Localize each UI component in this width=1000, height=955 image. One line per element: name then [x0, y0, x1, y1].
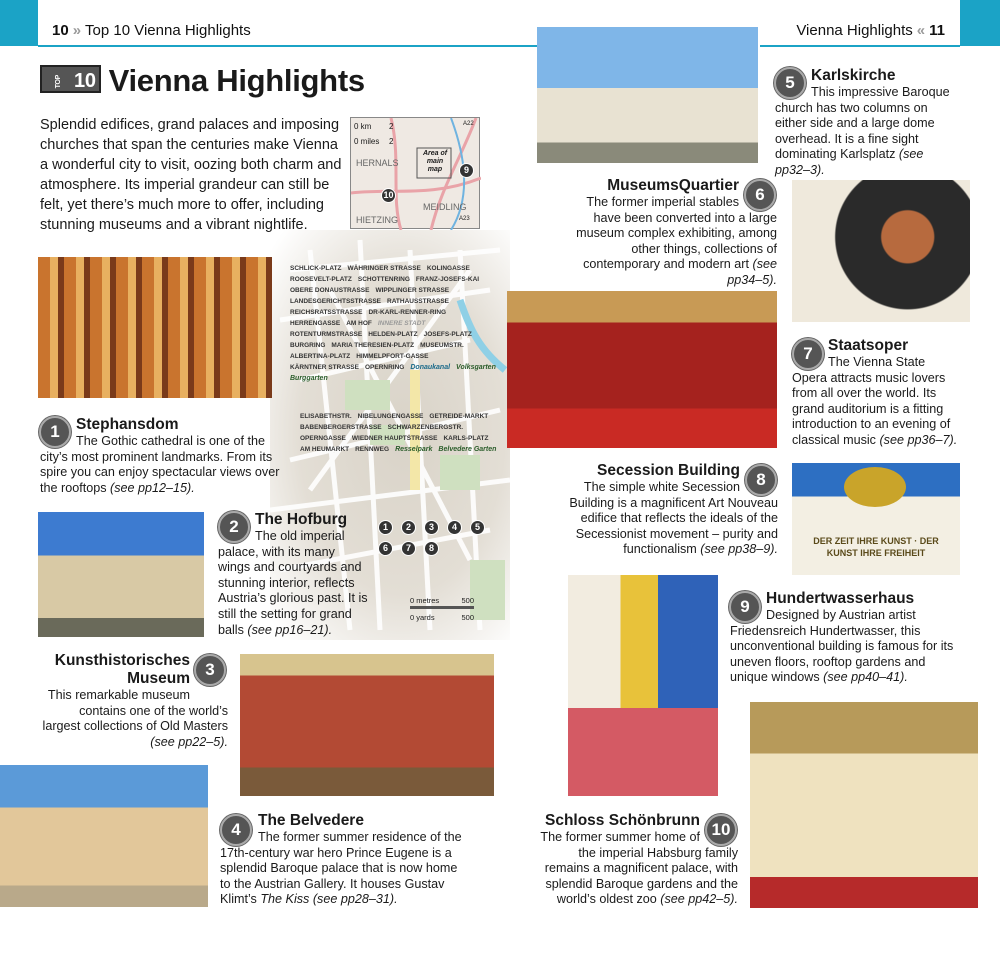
map-marker[interactable]: 8 — [424, 541, 439, 556]
inscription: DER ZEIT IHRE KUNST · DER KUNST IHRE FREIHEIT — [813, 536, 939, 558]
map-label: FRANZ-JOSEFS-KAI — [415, 276, 480, 283]
number-badge: 7 — [792, 338, 824, 370]
map-label-park: Resselpark — [395, 446, 433, 453]
header-rule-right — [760, 45, 960, 47]
highlight-hundertwasserhaus: Hundertwasserhaus Designed by Austrian artist Friedensreich Hundertwasser, this unconventional building is famous for its uneven floors, rooftop gardens and unique windows (see pp40–41). — [730, 590, 962, 686]
map-label: REICHSRATSSTRASSE — [290, 309, 363, 316]
map-label: MUSEUMSTR. — [420, 342, 464, 349]
map-label-park: Belvedere Garten — [438, 446, 497, 453]
scale-yards: 0 yards — [410, 613, 435, 622]
scale-km: 0 km — [354, 122, 372, 131]
number-badge: 4 — [220, 814, 252, 846]
map-marker[interactable]: 5 — [470, 520, 485, 535]
road-label: A22 — [463, 121, 474, 127]
map-marker[interactable]: 6 — [378, 541, 393, 556]
map-label: HELDEN-PLATZ — [368, 331, 418, 338]
highlight-title: Staatsoper — [828, 337, 909, 354]
chevron-right-icon: » — [72, 22, 82, 39]
highlight-staatsoper: Staatsoper The Vienna State Opera attracts music lovers from all over the world. Its grand auditorium is a fitting introduction to an evening of classical music (see pp36–7). — [792, 337, 962, 449]
map-markers — [378, 520, 503, 580]
photo-karlskirche — [537, 27, 758, 163]
map-label-park: Burggarten — [290, 375, 328, 382]
number-badge: 9 — [729, 591, 761, 623]
map-label: SCHLICK-PLATZ — [290, 265, 342, 272]
district-label: MEIDLING — [423, 202, 467, 212]
photo-staatsoper — [507, 291, 777, 448]
map-label: AM HEUMARKT — [300, 446, 350, 453]
photo-schiele-self-portrait — [792, 180, 970, 322]
photo-kunsthistorisches-museum — [240, 654, 494, 796]
highlight-title: Secession Building — [597, 462, 740, 479]
number-badge: 6 — [744, 179, 776, 211]
number-badge: 1 — [39, 416, 71, 448]
highlight-title: Stephansdom — [76, 416, 179, 433]
road-label: A23 — [459, 216, 470, 222]
map-label: KÄRNTNER STRASSE — [290, 364, 359, 371]
top10-logo: TOP 10 — [40, 65, 101, 93]
highlight-schloss-schonbrunn: Schloss Schönbrunn The former summer home of the imperial Habsburg family remains a magnificent palace, with splendid Baroque gardens and the world’s oldest zoo (see pp42–5). — [538, 812, 738, 908]
photo-hundertwasserhaus — [568, 575, 718, 796]
map-marker[interactable]: 4 — [447, 520, 462, 535]
highlight-stephansdom: Stephansdom The Gothic cathedral is one of the city’s most prominent landmarks. From its spire you can enjoy spectacular views over the rooftops (see pp12–15). — [40, 416, 290, 496]
map-label: LANDESGERICHTSSTRASSE — [290, 298, 382, 305]
scale-miles: 0 miles — [354, 137, 380, 146]
highlight-title: Kunsthistorisches Museum — [54, 652, 190, 687]
map-label: WIPPLINGER STRASSE — [375, 287, 450, 294]
number-badge: 5 — [774, 67, 806, 99]
map-label: WÄHRINGER STRASSE — [347, 265, 421, 272]
inset-map — [350, 117, 480, 229]
number-badge: 3 — [194, 654, 226, 686]
map-label: SCHOTTENRING — [357, 276, 410, 283]
map-label: OPERNRING — [364, 364, 405, 371]
map-label-park: Volksgarten — [456, 364, 496, 371]
map-marker[interactable]: 1 — [378, 520, 393, 535]
map-marker[interactable]: 10 — [381, 188, 396, 203]
map-label: HIMMELPFORT-GASSE — [356, 353, 429, 360]
map-marker[interactable]: 9 — [459, 163, 474, 178]
highlight-title: The Belvedere — [258, 812, 364, 829]
map-label: ELISABETHSTR. — [300, 413, 352, 420]
map-label: RATHAUSSTRASSE — [387, 298, 450, 305]
map-label: RENNWEG — [355, 446, 390, 453]
map-label: OPERNGASSE — [300, 435, 346, 442]
map-label: DR-KARL-RENNER-RING — [368, 309, 447, 316]
map-label: ROOSEVELT-PLATZ — [290, 276, 352, 283]
scale-metres-value: 500 — [461, 596, 474, 605]
scale-metres: 0 metres — [410, 596, 440, 605]
accent-block-left — [0, 0, 38, 46]
map-label: JOSEFS-PLATZ — [423, 331, 472, 338]
section-name: Vienna Highlights — [796, 22, 913, 39]
map-label: AM HOF — [346, 320, 372, 327]
scale-yards-value: 500 — [461, 613, 474, 622]
map-marker[interactable]: 7 — [401, 541, 416, 556]
accent-block-right — [960, 0, 1000, 46]
highlight-karlskirche: Karlskirche This impressive Baroque church has two columns on either side and a large dome overhead. It is a fine sight dominating Karlsplatz (see pp32–3). — [775, 67, 960, 179]
photo-secession-building — [792, 463, 960, 575]
map-label: GETREIDE-MARKT — [429, 413, 489, 420]
map-label: NIBELUNGENGASSE — [357, 413, 424, 420]
number-badge: 2 — [218, 511, 250, 543]
running-header-left — [52, 22, 251, 39]
highlight-kunsthistorisches-museum: Kunsthistorisches Museum This remarkable museum contains one of the world’s largest collections of Old Masters (see pp22–5). — [40, 652, 228, 750]
scale-miles-value: 2 — [389, 137, 394, 146]
map-label: ALBERTINA-PLATZ — [290, 353, 351, 360]
photo-schloss-schonbrunn — [750, 702, 978, 908]
district-label: HERNALS — [356, 158, 399, 168]
highlight-title: MuseumsQuartier — [607, 177, 739, 194]
map-labels-north — [290, 264, 500, 404]
chevron-left-icon: « — [916, 22, 926, 39]
highlight-title: Karlskirche — [811, 67, 896, 84]
district-label: HIETZING — [356, 215, 398, 225]
map-marker[interactable]: 2 — [401, 520, 416, 535]
header-rule-left — [38, 45, 538, 47]
photo-hofburg — [38, 512, 204, 637]
map-label-water: Donaukanal — [410, 364, 451, 371]
section-name: Top 10 Vienna Highlights — [85, 22, 251, 39]
highlight-museumsquartier: MuseumsQuartier The former imperial stables have been converted into a large museum complex exhibiting, among other things, collections of contemporary and modern art (see pp34–5). — [540, 177, 777, 289]
area-label: Area of main map — [422, 150, 448, 173]
highlight-title: Hundertwasserhaus — [766, 590, 915, 607]
map-scale — [410, 596, 474, 622]
photo-stephansdom — [38, 257, 272, 398]
scale-km-value: 2 — [389, 122, 394, 131]
map-label: ROTENTURMSTRASSE — [290, 331, 363, 338]
intro-paragraph: Splendid edifices, grand palaces and imposing churches that span the centuries make Vienna a wonderful city to visit, oozing both charm and atmosphere. Its imperial grandeur can still be felt, yet there’s much more to offer, including stunning museums and a vibrant nightlife. — [40, 117, 342, 233]
map-label: BURGRING — [290, 342, 326, 349]
page-title: TOP 10 Vienna Highlights — [40, 63, 365, 99]
map-marker[interactable]: 3 — [424, 520, 439, 535]
highlight-secession-building: Secession Building The simple white Secession Building is a magnificent Art Nouveau edifice that reflects the ideals of the Secessionist movement – purity and functionalism (see pp38–9). — [540, 462, 778, 558]
highlight-hofburg: The Hofburg The old imperial palace, with its many wings and courtyards and stunning interior, reflects Austria’s glorious past. It is still the setting for grand balls (see pp16–21). — [218, 511, 370, 638]
highlight-title: Schloss Schönbrunn — [544, 812, 700, 829]
map-label: OBERE DONAUSTRASSE — [290, 287, 370, 294]
highlight-title: The Hofburg — [255, 511, 348, 528]
running-header-right — [796, 22, 945, 39]
number-badge: 8 — [745, 464, 777, 496]
page-number: 10 — [52, 22, 69, 39]
map-labels-south — [300, 412, 500, 504]
page-number: 11 — [929, 22, 945, 39]
map-label: KARLS-PLATZ — [443, 435, 489, 442]
highlight-belvedere: The Belvedere The former summer residence of the 17th-century war hero Prince Eugene is a splendid Baroque palace that is now home to the Austrian Gallery. It houses Gustav Klimt’s The Kiss (see pp28–31). — [220, 812, 470, 908]
map-label: INNERE STADT — [377, 320, 426, 327]
map-label: MARIA THERESIEN-PLATZ — [331, 342, 415, 349]
number-badge: 10 — [705, 814, 737, 846]
map-label: KOLINGASSE — [426, 265, 470, 272]
map-label: SCHWARZENBERGSTR. — [387, 424, 464, 431]
map-label: BABENBERGERSTRASSE — [300, 424, 382, 431]
map-label: HERRENGASSE — [290, 320, 341, 327]
golden-dome — [844, 467, 906, 507]
photo-belvedere — [0, 765, 208, 907]
map-label: WIEDNER HAUPTSTRASSE — [351, 435, 438, 442]
